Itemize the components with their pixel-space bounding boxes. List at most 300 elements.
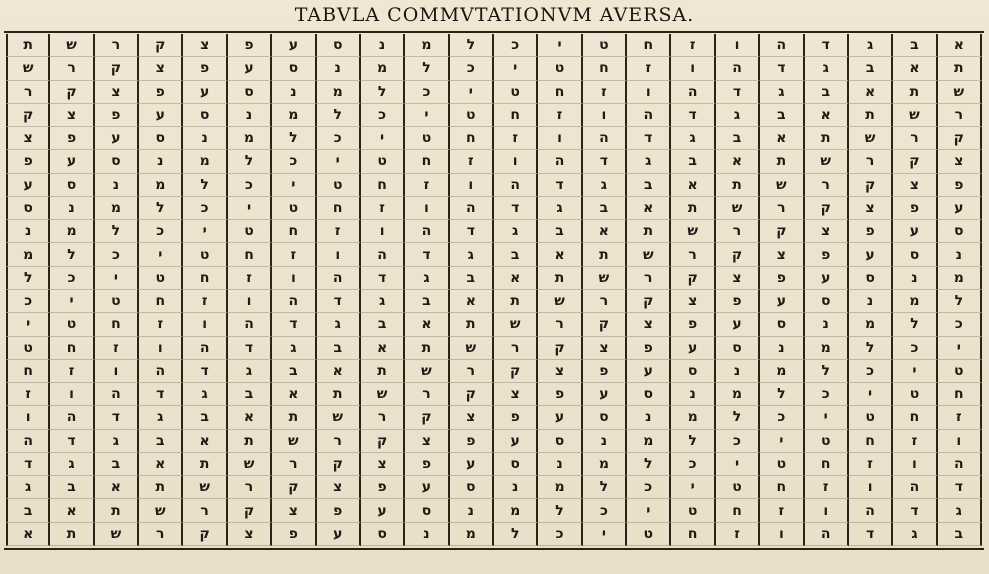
table-cell: ו xyxy=(760,523,804,546)
table-cell: ז xyxy=(95,337,139,360)
table-cell: ט xyxy=(938,360,982,383)
table-cell: ח xyxy=(95,313,139,336)
table-cell: כ xyxy=(893,337,937,360)
table-cell: ט xyxy=(805,430,849,453)
table-cell: ו xyxy=(139,337,183,360)
table-cell: מ xyxy=(760,360,804,383)
table-cell: ג xyxy=(50,453,94,476)
table-cell: א xyxy=(139,453,183,476)
table-cell: ח xyxy=(361,174,405,197)
table-cell: ש xyxy=(6,57,50,80)
table-cell: ו xyxy=(938,430,982,453)
table-cell: מ xyxy=(317,81,361,104)
table-cell: נ xyxy=(671,383,715,406)
table-cell: מ xyxy=(583,453,627,476)
table-cell: ב xyxy=(805,81,849,104)
table-cell: ה xyxy=(938,453,982,476)
table-cell: ע xyxy=(272,34,316,57)
table-cell: מ xyxy=(893,290,937,313)
table-cell: ר xyxy=(272,453,316,476)
table-cell: צ xyxy=(228,523,272,546)
table-cell: ו xyxy=(405,197,449,220)
table-cell: כ xyxy=(627,476,671,499)
table-cell: י xyxy=(50,290,94,313)
table-cell: ק xyxy=(405,406,449,429)
table-cell: ט xyxy=(627,523,671,546)
table-cell: צ xyxy=(938,150,982,173)
table-cell: מ xyxy=(50,220,94,243)
table-cell: ש xyxy=(716,197,760,220)
table-cell: ש xyxy=(760,174,804,197)
table-cell: ש xyxy=(272,430,316,453)
table-cell: ה xyxy=(627,104,671,127)
table-cell: ח xyxy=(583,57,627,80)
table-cell: ז xyxy=(627,57,671,80)
table-cell: ב xyxy=(50,476,94,499)
table-cell: נ xyxy=(893,267,937,290)
table-cell: ק xyxy=(760,220,804,243)
table-cell: ה xyxy=(805,523,849,546)
table-cell: כ xyxy=(494,34,538,57)
table-cell: ג xyxy=(938,499,982,522)
table-cell: ש xyxy=(538,290,582,313)
table-cell: פ xyxy=(183,57,227,80)
table-cell: פ xyxy=(671,313,715,336)
table-cell: י xyxy=(139,243,183,266)
table-cell: ה xyxy=(450,197,494,220)
table-cell: ר xyxy=(938,104,982,127)
table-cell: ב xyxy=(760,104,804,127)
table-cell: ה xyxy=(139,360,183,383)
table-cell: א xyxy=(583,220,627,243)
table-cell: א xyxy=(228,406,272,429)
table-cell: ז xyxy=(228,267,272,290)
table-cell: ט xyxy=(361,150,405,173)
table-cell: צ xyxy=(450,406,494,429)
table-cell: ק xyxy=(361,430,405,453)
table-cell: ג xyxy=(450,243,494,266)
table-cell: פ xyxy=(6,150,50,173)
table-cell: ז xyxy=(671,34,715,57)
table-cell: י xyxy=(805,406,849,429)
table-cell: ל xyxy=(272,127,316,150)
table-cell: ג xyxy=(95,430,139,453)
table-cell: נ xyxy=(50,197,94,220)
table-cell: מ xyxy=(716,383,760,406)
table-cell: ד xyxy=(893,499,937,522)
table-cell: ד xyxy=(95,406,139,429)
table-cell: ב xyxy=(671,150,715,173)
table-cell: ג xyxy=(805,57,849,80)
table-cell: ג xyxy=(893,523,937,546)
table-cell: ח xyxy=(716,499,760,522)
table-cell: ל xyxy=(361,81,405,104)
table-cell: ל xyxy=(538,499,582,522)
table-cell: ע xyxy=(6,174,50,197)
table-cell: ט xyxy=(50,313,94,336)
table-cell: ת xyxy=(538,267,582,290)
table-cell: י xyxy=(760,430,804,453)
table-cell: א xyxy=(849,81,893,104)
table-cell: ב xyxy=(183,406,227,429)
table-cell: נ xyxy=(450,499,494,522)
table-cell: ו xyxy=(183,313,227,336)
table-cell: כ xyxy=(583,499,627,522)
table-cell: ע xyxy=(50,150,94,173)
table-cell: ב xyxy=(272,360,316,383)
table-cell: ג xyxy=(272,337,316,360)
table-cell: צ xyxy=(272,499,316,522)
table-cell: מ xyxy=(272,104,316,127)
table-cell: ט xyxy=(183,243,227,266)
table-cell: ק xyxy=(716,243,760,266)
table-cell: ד xyxy=(405,243,449,266)
table-cell: ז xyxy=(50,360,94,383)
table-cell: ק xyxy=(893,150,937,173)
table-cell: מ xyxy=(494,499,538,522)
table-cell: ר xyxy=(583,290,627,313)
table-cell: ע xyxy=(716,313,760,336)
table-cell: י xyxy=(317,150,361,173)
table-cell: מ xyxy=(671,406,715,429)
table-cell: י xyxy=(849,383,893,406)
table-cell: ב xyxy=(938,523,982,546)
table-cell: ד xyxy=(627,127,671,150)
table-cell: ג xyxy=(494,220,538,243)
table-cell: ב xyxy=(317,337,361,360)
table-cell: ח xyxy=(317,197,361,220)
table-cell: ב xyxy=(627,174,671,197)
table-cell: א xyxy=(627,197,671,220)
table-cell: ס xyxy=(361,523,405,546)
table-cell: ק xyxy=(95,57,139,80)
table-cell: ל xyxy=(893,313,937,336)
table-cell: ע xyxy=(538,406,582,429)
table-cell: י xyxy=(450,81,494,104)
table-cell: מ xyxy=(228,127,272,150)
table-cell: ל xyxy=(627,453,671,476)
table-cell: ר xyxy=(671,243,715,266)
table-cell: ל xyxy=(494,523,538,546)
table-cell: ו xyxy=(228,290,272,313)
table-cell: צ xyxy=(183,34,227,57)
table-cell: ח xyxy=(450,127,494,150)
table-cell: א xyxy=(317,360,361,383)
table-cell: ז xyxy=(805,476,849,499)
table-cell: צ xyxy=(405,430,449,453)
table-cell: י xyxy=(671,476,715,499)
table-cell: ס xyxy=(538,430,582,453)
table-cell: ז xyxy=(760,499,804,522)
table-cell: ס xyxy=(317,34,361,57)
table-cell: א xyxy=(450,290,494,313)
table-cell: ע xyxy=(494,430,538,453)
table-cell: ר xyxy=(805,174,849,197)
table-cell: ו xyxy=(50,383,94,406)
top-rule xyxy=(4,31,984,33)
table-cell: פ xyxy=(583,360,627,383)
table-cell: י xyxy=(893,360,937,383)
table-cell: ז xyxy=(405,174,449,197)
table-cell: א xyxy=(183,430,227,453)
table-cell: פ xyxy=(317,499,361,522)
table-cell: ט xyxy=(450,104,494,127)
table-cell: מ xyxy=(361,57,405,80)
table-cell: ת xyxy=(317,383,361,406)
table-cell: ח xyxy=(228,243,272,266)
table-cell: מ xyxy=(405,34,449,57)
table-cell: ג xyxy=(405,267,449,290)
table-cell: ב xyxy=(6,499,50,522)
table-cell: י xyxy=(938,337,982,360)
table-cell: כ xyxy=(272,150,316,173)
table-cell: ה xyxy=(361,243,405,266)
page-title: TABVLA COMMVTATIONVM AVERSA. xyxy=(294,4,695,26)
table-cell: א xyxy=(938,34,982,57)
table-cell: ק xyxy=(805,197,849,220)
table-cell: ש xyxy=(627,243,671,266)
table-cell: ז xyxy=(716,523,760,546)
table-cell: ע xyxy=(583,383,627,406)
table-cell: ס xyxy=(760,313,804,336)
table-cell: ב xyxy=(716,127,760,150)
table-cell: ק xyxy=(272,476,316,499)
table-cell: ו xyxy=(583,104,627,127)
table-cell: ו xyxy=(893,453,937,476)
table-cell: ד xyxy=(450,220,494,243)
table-cell: נ xyxy=(805,313,849,336)
table-cell: ס xyxy=(95,150,139,173)
table-cell: ס xyxy=(627,383,671,406)
table-cell: ע xyxy=(405,476,449,499)
table-cell: כ xyxy=(405,81,449,104)
table-cell: ר xyxy=(6,81,50,104)
table-cell: ת xyxy=(139,476,183,499)
table-cell: נ xyxy=(361,34,405,57)
table-cell: ל xyxy=(139,197,183,220)
table-cell: ד xyxy=(272,313,316,336)
table-cell: כ xyxy=(50,267,94,290)
table-cell: ת xyxy=(450,313,494,336)
table-cell: ת xyxy=(6,34,50,57)
table-cell: י xyxy=(183,220,227,243)
table-cell: א xyxy=(405,313,449,336)
table-cell: ה xyxy=(183,337,227,360)
table-cell: ק xyxy=(139,34,183,57)
table-cell: מ xyxy=(6,243,50,266)
table-cell: ל xyxy=(183,174,227,197)
table-cell: ר xyxy=(317,430,361,453)
table-cell: נ xyxy=(6,220,50,243)
table-cell: א xyxy=(361,337,405,360)
table-cell: ט xyxy=(405,127,449,150)
table-cell: י xyxy=(361,127,405,150)
table-cell: מ xyxy=(139,174,183,197)
table-cell: פ xyxy=(139,81,183,104)
table-cell: ח xyxy=(893,406,937,429)
table-cell: ש xyxy=(450,337,494,360)
table-cell: ד xyxy=(50,430,94,453)
table-cell: פ xyxy=(272,523,316,546)
table-cell: ע xyxy=(317,523,361,546)
table-cell: ב xyxy=(450,267,494,290)
table-cell: ד xyxy=(538,174,582,197)
table-cell: צ xyxy=(583,337,627,360)
table-cell: ס xyxy=(805,290,849,313)
table-cell: נ xyxy=(139,150,183,173)
table-cell: ת xyxy=(494,290,538,313)
table-cell: י xyxy=(494,57,538,80)
table-cell: ש xyxy=(805,150,849,173)
table-cell: ז xyxy=(583,81,627,104)
table-cell: ל xyxy=(6,267,50,290)
table-cell: ה xyxy=(893,476,937,499)
table-cell: כ xyxy=(671,453,715,476)
table-cell: א xyxy=(538,243,582,266)
table-cell: י xyxy=(6,313,50,336)
table-cell: ד xyxy=(494,197,538,220)
table-cell: ח xyxy=(139,290,183,313)
table-cell: ג xyxy=(361,290,405,313)
table-cell: ט xyxy=(760,453,804,476)
table-cell: ג xyxy=(228,360,272,383)
table-cell: ג xyxy=(760,81,804,104)
table-cell: כ xyxy=(938,313,982,336)
table-cell: ש xyxy=(95,523,139,546)
table-cell: ז xyxy=(183,290,227,313)
table-cell: ח xyxy=(760,476,804,499)
table-cell: מ xyxy=(938,267,982,290)
table-cell: מ xyxy=(95,197,139,220)
table-cell: ת xyxy=(183,453,227,476)
table-cell: ק xyxy=(583,313,627,336)
table-cell: פ xyxy=(805,243,849,266)
table-cell: ק xyxy=(938,127,982,150)
table-cell: ת xyxy=(405,337,449,360)
table-cell: ק xyxy=(494,360,538,383)
table-cell: פ xyxy=(849,220,893,243)
table-cell: ד xyxy=(671,104,715,127)
table-cell: צ xyxy=(139,57,183,80)
table-cell: ה xyxy=(317,267,361,290)
table-cell: י xyxy=(538,34,582,57)
table-cell: ט xyxy=(716,476,760,499)
table-cell: ס xyxy=(938,220,982,243)
table-cell: ב xyxy=(849,57,893,80)
table-cell: ע xyxy=(450,453,494,476)
table-cell: כ xyxy=(183,197,227,220)
table-cell: ה xyxy=(6,430,50,453)
table-cell: נ xyxy=(494,476,538,499)
table-cell: ל xyxy=(805,360,849,383)
table-cell: ו xyxy=(716,34,760,57)
table-cell: צ xyxy=(538,360,582,383)
table-cell: א xyxy=(95,476,139,499)
table-cell: י xyxy=(583,523,627,546)
table-cell: ט xyxy=(95,290,139,313)
table-cell: נ xyxy=(405,523,449,546)
table-cell: ט xyxy=(583,34,627,57)
table-cell: ע xyxy=(228,57,272,80)
table-cell: ר xyxy=(228,476,272,499)
table-cell: פ xyxy=(938,174,982,197)
table-cell: ג xyxy=(139,406,183,429)
table-cell: ט xyxy=(494,81,538,104)
table-cell: ד xyxy=(139,383,183,406)
table-cell: ח xyxy=(183,267,227,290)
table-cell: ש xyxy=(139,499,183,522)
table-cell: ז xyxy=(272,243,316,266)
table-cell: נ xyxy=(849,290,893,313)
table-cell: ק xyxy=(317,453,361,476)
table-cell: ר xyxy=(849,150,893,173)
table-cell: ח xyxy=(671,523,715,546)
table-cell: ו xyxy=(805,499,849,522)
table-cell: ח xyxy=(849,430,893,453)
table-cell: ק xyxy=(538,337,582,360)
table-cell: ח xyxy=(805,453,849,476)
table-cell: ל xyxy=(405,57,449,80)
table-cell: ד xyxy=(6,453,50,476)
table-cell: ש xyxy=(583,267,627,290)
table-cell: נ xyxy=(183,127,227,150)
table-cell: ד xyxy=(583,150,627,173)
table-cell: צ xyxy=(317,476,361,499)
table-cell: פ xyxy=(893,197,937,220)
table-cell: ש xyxy=(183,476,227,499)
table-cell: ה xyxy=(50,406,94,429)
table-cell: ד xyxy=(805,34,849,57)
table-cell: כ xyxy=(849,360,893,383)
table-cell: ת xyxy=(583,243,627,266)
table-cell: פ xyxy=(95,104,139,127)
table-cell: ק xyxy=(450,383,494,406)
table-cell: ש xyxy=(228,453,272,476)
table-cell: ק xyxy=(627,290,671,313)
table-cell: נ xyxy=(716,360,760,383)
table-cell: ס xyxy=(272,57,316,80)
table-cell: ר xyxy=(494,337,538,360)
table-cell: ת xyxy=(95,499,139,522)
table-cell: ר xyxy=(405,383,449,406)
table-cell: צ xyxy=(849,197,893,220)
table-cell: ה xyxy=(538,150,582,173)
table-cell: צ xyxy=(716,267,760,290)
table-cell: ש xyxy=(893,104,937,127)
table-cell: ב xyxy=(893,34,937,57)
table-cell: ת xyxy=(627,220,671,243)
table-cell: ח xyxy=(272,220,316,243)
table-cell: ש xyxy=(671,220,715,243)
table-cell: ע xyxy=(139,104,183,127)
table-cell: נ xyxy=(583,430,627,453)
table-cell: י xyxy=(272,174,316,197)
table-cell: ר xyxy=(760,197,804,220)
table-cell: ר xyxy=(139,523,183,546)
table-cell: ס xyxy=(228,81,272,104)
table-cell: ט xyxy=(849,406,893,429)
table-cell: ק xyxy=(6,104,50,127)
table-cell: ט xyxy=(671,499,715,522)
table-cell: פ xyxy=(50,127,94,150)
table-cell: צ xyxy=(6,127,50,150)
table-cell: מ xyxy=(450,523,494,546)
table-cell: ס xyxy=(716,337,760,360)
table-cell: ח xyxy=(938,383,982,406)
table-cell: נ xyxy=(938,243,982,266)
table-cell: ס xyxy=(450,476,494,499)
table-cell: ה xyxy=(494,174,538,197)
